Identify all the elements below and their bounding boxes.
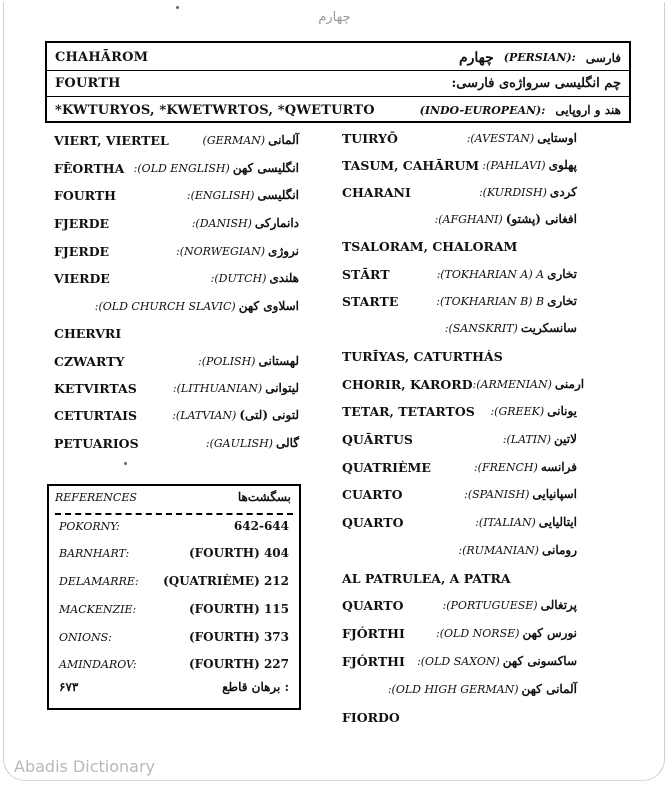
entry-lang-fa: تخاری [547,294,577,308]
entry-gloss [445,321,577,335]
entry-kurdish [342,182,577,202]
entry-word: TETAR, TETARTOS [342,403,475,419]
entry-afghani [342,209,577,229]
entry-lang-fa: کردی [549,185,577,199]
entry-word: FJERDE [54,215,110,231]
entry-old-english [54,158,299,178]
entry-old-high-german [342,679,577,699]
entry-word: TUIRYŌ [342,130,398,146]
english-headword: FOURTH [55,76,121,91]
entry-sanskrit [342,318,577,338]
entry-sanskrit-word [342,346,577,366]
entry-lang: :(LATVIAN) [172,408,237,422]
entry-lang-fa: نروژی [268,244,299,258]
entry-lang: :(OLD NORSE) [436,626,520,640]
entry-gloss [467,131,577,145]
references-box [47,484,301,710]
entry-lang-fa: افغانی (پشتو) [505,212,577,226]
entry-word: CHERVRI [54,325,122,341]
entry-gloss [388,682,577,696]
entry-lang-fa: اوستایی [537,131,577,145]
entry-avestan [342,128,577,148]
entry-gloss [475,515,577,529]
entry-lang: :(OLD HIGH GERMAN) [387,682,519,696]
entry-danish [54,213,299,233]
entry-word: VIERDE [54,270,110,286]
entry-tokharian-a [342,264,577,284]
entry-lang-fa: نورس کهن [522,626,577,640]
entry-lang-fa: دانمارکی [254,216,299,230]
entry-lang: :(SANSKRIT) [444,321,518,335]
entry-lang: :(PORTUGUESE) [442,598,538,612]
entry-french [342,457,577,477]
entry-lang: :(AVESTAN) [466,131,535,145]
entry-gloss [187,188,299,202]
entry-word: FOURTH [54,187,116,203]
references-footer-label: برهان قاطع : [222,680,289,694]
entry-gloss [436,626,577,640]
entry-lang: :(RUMANIAN) [458,543,539,557]
references-footer [59,680,289,694]
entry-word: CZWARTY [54,353,125,369]
reference-name: BARNHART: [59,546,130,560]
entry-word: STĀRT [342,266,390,282]
entry-gloss [464,487,577,501]
reference-name: ONIONS: [59,630,112,644]
entry-old-high-german-word [342,707,577,727]
entry-portuguese [342,595,577,615]
entry-spanish [342,484,577,504]
english-headword-fa: چم انگلیسی سرواژه‌ی فارسی: [451,76,621,91]
entry-word: QUĀRTUS [342,431,413,447]
entry-gloss [95,299,299,313]
entry-gloss [203,133,299,147]
references-header [55,490,291,504]
entry-lang: :(GAULISH) [205,436,273,450]
entry-word: TASUM, CAHĀRUM [342,157,480,173]
entry-lang: :(OLD ENGLISH) [133,161,230,175]
entry-gloss [479,185,577,199]
entry-word: CETURTAIS [54,407,138,423]
entry-lang: :(POLISH) [197,354,256,368]
entry-lang-fa: لاتین [554,432,577,446]
entry-word: FJÓRTHI [342,653,405,669]
entry-word: STARTE [342,293,399,309]
entry-gloss [176,244,299,258]
entry-gloss [458,543,577,557]
header-box [45,41,631,123]
entry-rumanian-word [342,568,577,588]
entry-lang-fa: انگلیسی کهن [232,161,299,175]
reference-value: (FOURTH) 373 [188,630,289,644]
reference-value: 642-644 [233,519,289,533]
entry-lang: :(DUTCH) [210,271,267,285]
reference-value: (QUATRIÈME) 212 [163,574,289,588]
entry-old-church-slavic [54,296,299,316]
indo-european-gloss [420,103,621,117]
watermark: Abadis Dictionary [14,757,155,776]
entry-gloss [436,294,577,308]
entry-lang-fa: آلمانی کهن [521,682,577,696]
entry-gloss [473,377,585,391]
header-row-persian [47,45,629,71]
entry-word: FIORDO [342,709,400,725]
persian-lang-fa: فارسی [585,50,621,65]
entry-lang: :(GREEK) [490,404,545,418]
entry-latin [342,429,577,449]
reference-name: POKORNY: [59,519,120,533]
entry-word: KETVIRTAS [54,380,137,396]
entry-lang-fa: تخاری [547,267,577,281]
entry-lang-fa: اسپانیایی [532,487,577,501]
entry-lithuanian [54,378,299,398]
reference-row [59,599,289,619]
entry-italian [342,512,577,532]
entry-gloss [417,654,577,668]
reference-row [59,654,289,674]
entry-word: FJÓRTHI [342,625,405,641]
entry-polish [54,351,299,371]
entry-lang: (GERMAN) [202,133,266,147]
page-caption: چهارم [318,10,351,25]
entry-gloss [198,354,299,368]
entry-word: FĒORTHA [54,160,125,176]
entry-lang-fa: لتونی (لتی) [239,408,299,422]
reference-name: AMINDAROV: [59,657,137,671]
entry-word: VIERT, VIERTEL [54,132,169,148]
entry-gloss [173,381,299,395]
entry-rumanian [342,540,577,560]
reference-name: MACKENZIE: [59,602,137,616]
entry-word: QUATRIÈME [342,459,431,475]
entry-armenian [342,374,585,394]
entry-word: TURĪYAS, CATURTHÁS [342,348,503,364]
entry-lang-fa: ارمنی [554,377,585,391]
entry-lang: :(PAHLAVI) [482,158,546,172]
reference-row [59,543,289,563]
entry-word: PETUARIOS [54,435,139,451]
entry-lang-fa: گالی [275,436,299,450]
entry-gloss [134,161,299,175]
entry-gloss [192,216,299,230]
scan-speck [176,6,179,9]
references-footer-value: ۶۷۳ [59,680,79,694]
entry-gloss [437,267,577,281]
entry-word: CHARANI [342,184,411,200]
indo-european-word: *KWTURYOS, *KWETWRTOS, *QWETURTO [55,102,375,118]
entry-word: TSALORAM, CHALORAM [342,238,518,254]
entry-word: CUARTO [342,486,403,502]
entry-lang: :(LITHUANIAN) [172,381,263,395]
entry-gloss [443,598,577,612]
reference-value: (FOURTH) 404 [188,546,289,560]
persian-word: CHAHĀROM [55,50,149,65]
references-title: REFERENCES [55,490,137,504]
entry-lang-fa: سانسکریت [520,321,577,335]
entry-word: FJERDE [54,243,110,259]
entry-lang: :(LATIN) [502,432,552,446]
entry-lang: :(SPANISH) [464,487,530,501]
entry-norwegian [54,241,299,261]
entry-afghani-word [342,236,577,256]
entry-lang: :(ENGLISH) [186,188,255,202]
persian-gloss [459,50,621,66]
reference-row [59,571,289,591]
reference-row [59,627,289,647]
entry-gloss [490,404,577,418]
entry-lang: :(TOKHARIAN A) A [436,267,545,281]
entry-gloss [172,408,299,422]
persian-word-fa: چهارم [458,49,494,66]
references-divider [55,513,293,515]
entry-gaulish [54,433,299,453]
header-row-indo-european [47,97,629,123]
entry-word: QUARTO [342,514,404,530]
indo-european-lang: (INDO-EUROPEAN): [419,103,546,117]
entry-lang: :(OLD SAXON) [417,654,500,668]
scan-speck [124,462,127,465]
entry-lang: :(KURDISH) [478,185,547,199]
entry-lang: :(ARMENIAN) [472,377,552,391]
entry-lang-fa: پرتغالی [540,598,577,612]
entry-lang-fa: اسلاوی کهن [238,299,299,313]
entry-lang: :(OLD CHURCH SLAVIC) [94,299,236,313]
entry-dutch [54,268,299,288]
entry-pahlavi [342,155,577,175]
entry-gloss [482,158,577,172]
entry-lang: :(DANISH) [191,216,252,230]
reference-name: DELAMARRE: [59,574,139,588]
entry-lang-fa: انگلیسی [257,188,299,202]
entry-lang-fa: ساکسونی کهن [502,654,577,668]
reference-value: (FOURTH) 227 [188,657,289,671]
entry-lang-fa: لهستانی [258,354,299,368]
entry-old-church-slavic-word [54,323,299,343]
entry-lang: :(NORWEGIAN) [176,244,266,258]
entry-lang: :(AFGHANI) [434,212,503,226]
entry-tokharian-b [342,291,577,311]
entry-gloss [206,436,299,450]
reference-row [59,516,289,536]
entry-gloss [474,460,577,474]
entry-english [54,185,299,205]
entry-lang-fa: یونانی [547,404,577,418]
entry-lang-fa: ایتالیایی [538,515,577,529]
reference-value: (FOURTH) 115 [188,602,289,616]
entry-lang-fa: آلمانی [268,133,299,147]
indo-european-lang-fa: هند و اروپایی [555,103,621,117]
header-row-english [47,71,629,97]
references-title-fa: بسگشت‌ها [237,490,291,504]
entry-german [54,130,299,150]
entry-word: AL PATRULEA, A PATRA [342,570,511,586]
entry-gloss [503,432,577,446]
entry-lang: :(TOKHARIAN B) B [436,294,545,308]
entry-lang: :(FRENCH) [473,460,538,474]
persian-lang: (PERSIAN): [503,51,576,64]
entry-old-saxon [342,651,577,671]
entry-gloss [211,271,299,285]
entry-gloss [435,212,577,226]
entry-lang: :(ITALIAN) [475,515,536,529]
entry-lang-fa: فرانسه [540,460,577,474]
entry-latvian [54,405,299,425]
entry-word: QUARTO [342,597,404,613]
entry-lang-fa: رومانی [541,543,577,557]
entry-lang-fa: پهلوی [548,158,577,172]
entry-old-norse [342,623,577,643]
entry-lang-fa: لیتوانی [265,381,299,395]
entry-lang-fa: هلندی [269,271,299,285]
entry-greek [342,401,577,421]
entry-word: CHORIR, KARORD [342,376,473,392]
